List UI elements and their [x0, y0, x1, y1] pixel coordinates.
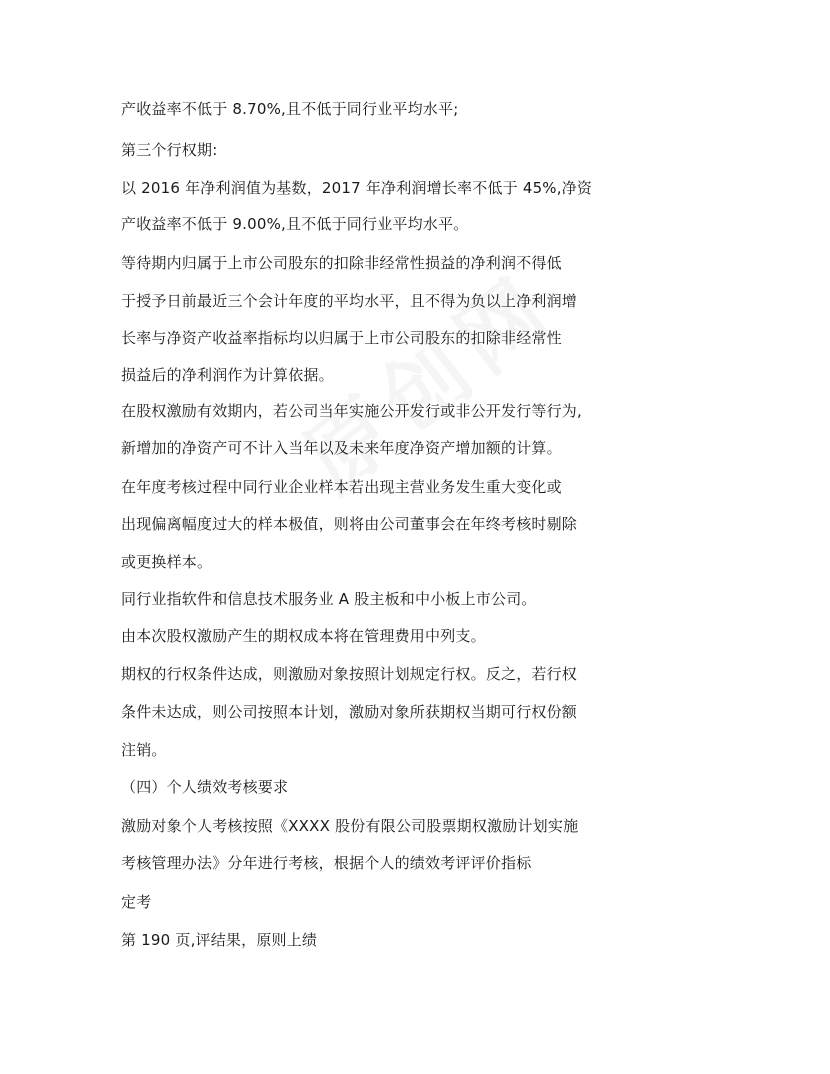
text-line: 由本次股权激励产生的期权成本将在管理费用中列支。: [121, 627, 486, 645]
text-line: 出现偏离幅度过大的样本极值，则将由公司董事会在年终考核时剔除: [121, 515, 578, 533]
text-line: 定考: [121, 893, 152, 911]
section-heading: （四）个人绩效考核要求: [121, 778, 289, 796]
text-line: 产收益率不低于 9.00%,且不低于同行业平均水平。: [121, 215, 469, 233]
text-line: 第三个行权期:: [121, 141, 218, 159]
text-line: 考核管理办法》分年进行考核，根据个人的绩效考评评价指标: [121, 854, 532, 872]
text-line: 以 2016 年净利润值为基数，2017 年净利润增长率不低于 45%,净资: [121, 179, 593, 197]
text-line: 条件未达成，则公司按照本计划，激励对象所获期权当期可行权份额: [121, 703, 578, 721]
text-line: 或更换样本。: [121, 553, 213, 571]
text-line: 在股权激励有效期内，若公司当年实施公开发行或非公开发行等行为,: [121, 402, 582, 420]
page-footer-line: 第 190 页,评结果，原则上绩: [121, 931, 318, 949]
text-line: 新增加的净资产可不计入当年以及未来年度净资产增加额的计算。: [121, 439, 562, 457]
text-line: 产收益率不低于 8.70%,且不低于同行业平均水平;: [121, 100, 459, 118]
text-line: 等待期内归属于上市公司股东的扣除非经常性损益的净利润不得低: [121, 254, 562, 272]
text-line: 同行业指软件和信息技术服务业 A 股主板和中小板上市公司。: [121, 590, 537, 608]
text-line: 激励对象个人考核按照《XXXX 股份有限公司股票期权激励计划实施: [121, 817, 579, 835]
text-line: 期权的行权条件达成，则激励对象按照计划规定行权。反之，若行权: [121, 665, 578, 683]
text-line: 注销。: [121, 741, 167, 759]
text-line: 损益后的净利润作为计算依据。: [121, 366, 334, 384]
text-line: 长率与净资产收益率指标均以归属于上市公司股东的扣除非经常性: [121, 329, 562, 347]
text-line: 在年度考核过程中同行业企业样本若出现主营业务发生重大变化或: [121, 478, 562, 496]
text-line: 于授予日前最近三个会计年度的平均水平，且不得为负以上净利润增: [121, 292, 578, 310]
